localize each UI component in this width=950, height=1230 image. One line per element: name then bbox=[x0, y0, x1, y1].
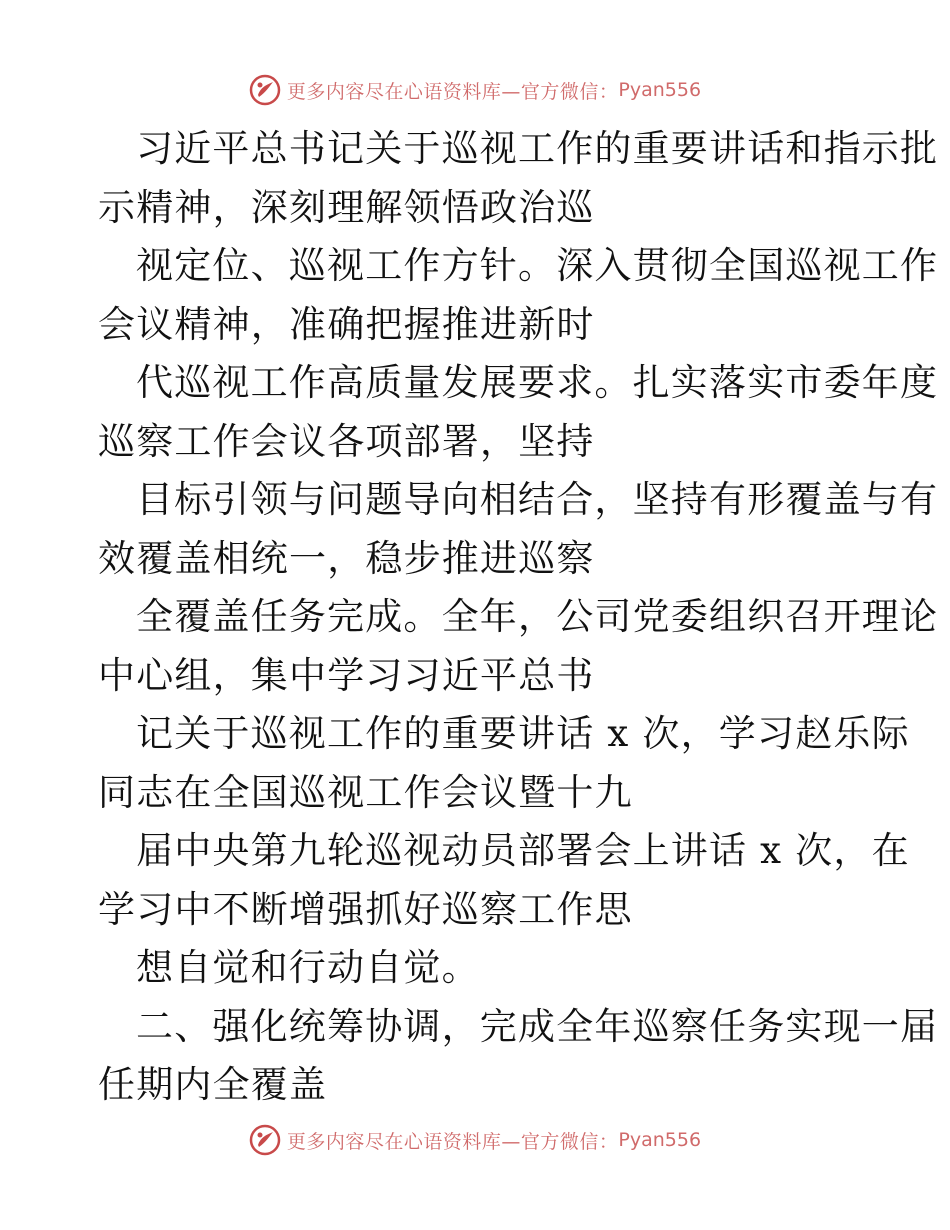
footer-banner-id: Pyan556 bbox=[618, 1129, 702, 1151]
text-line: 习近平总书记关于巡视工作的重要讲话和指示批 bbox=[136, 127, 939, 170]
text-line: 届中央第九轮巡视动员部署会上讲话 x 次，在 bbox=[136, 829, 910, 872]
text-line: 示精神，深刻理解领悟政治巡 bbox=[98, 185, 595, 229]
logo-icon bbox=[249, 1124, 281, 1156]
text-line: 同志在全国巡视工作会议暨十九 bbox=[98, 770, 633, 814]
text-line: 目标引领与问题导向相结合，坚持有形覆盖与有 bbox=[136, 478, 939, 521]
text-line: 视定位、巡视工作方针。深入贯彻全国巡视工作 bbox=[136, 244, 939, 287]
header-banner-text: 更多内容尽在心语资料库—官方微信： bbox=[286, 80, 619, 103]
text-line: 二、强化统筹协调，完成全年巡察任务实现一届 bbox=[136, 1004, 939, 1048]
logo-icon bbox=[249, 74, 281, 106]
footer-banner bbox=[0, 1120, 950, 1160]
header-banner-id: Pyan556 bbox=[618, 79, 702, 101]
text-line: 效覆盖相统一，稳步推进巡察 bbox=[98, 536, 595, 580]
text-line: 记关于巡视工作的重要讲话 x 次，学习赵乐际 bbox=[136, 712, 910, 755]
body-text bbox=[98, 120, 939, 1115]
text-line: 学习中不断增强抓好巡察工作思 bbox=[98, 887, 633, 931]
text-line: 代巡视工作高质量发展要求。扎实落实市委年度 bbox=[136, 361, 939, 404]
footer-banner-text: 更多内容尽在心语资料库—官方微信： bbox=[286, 1130, 619, 1153]
text-line: 巡察工作会议各项部署，坚持 bbox=[98, 419, 595, 463]
text-line: 全覆盖任务完成。全年，公司党委组织召开理论 bbox=[136, 595, 939, 638]
text-line: 任期内全覆盖 bbox=[98, 1063, 328, 1106]
text-line: 中心组，集中学习习近平总书 bbox=[98, 653, 595, 697]
text-line: 会议精神，准确把握推进新时 bbox=[98, 302, 595, 346]
header-banner bbox=[0, 70, 950, 110]
text-line: 想自觉和行动自觉。 bbox=[136, 946, 480, 989]
